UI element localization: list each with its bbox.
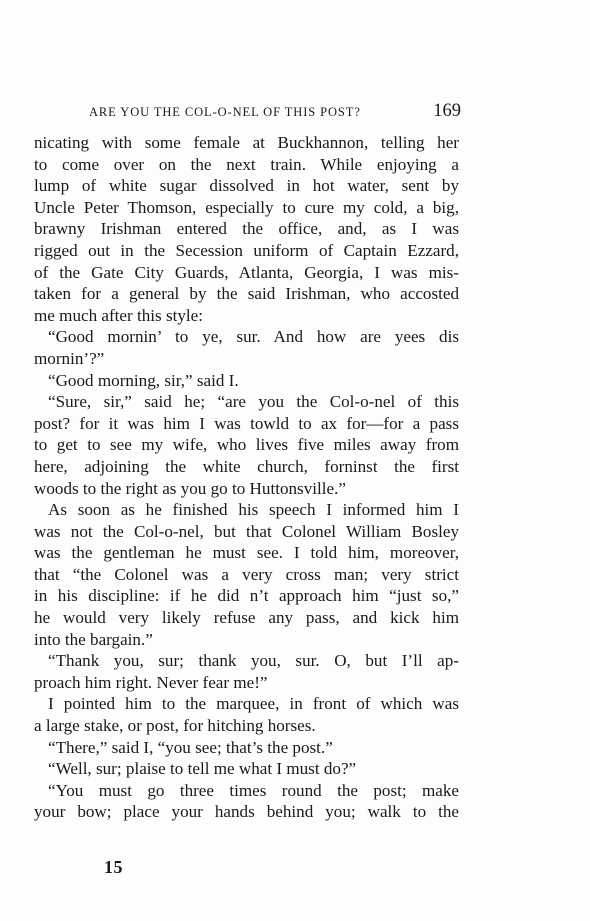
text-line: “Well, sur; plaise to tell me what I must do?” [48,759,357,779]
text-line: brawny Irishman entered the office, and, as I was [34,219,459,239]
page-header [89,101,461,125]
text-line: into the bargain.” [34,629,153,649]
text-line: in his discipline: if he did n’t approach him “just so,” [34,586,459,606]
text-line: As soon as he finished his speech I informed him I [48,500,459,520]
text-line: “There,” said I, “you see; that’s the post.” [48,737,333,757]
text-line: a large stake, or post, for hitching horses. [34,716,316,736]
text-line: he would very likely refuse any pass, and kick him [34,608,459,628]
text-line: “Good morning, sir,” said I. [48,370,239,390]
signature-mark: 15 [104,857,123,877]
text-line: to come over on the next train. While enjoying a [34,154,459,174]
text-line: of the Gate City Guards, Atlanta, Georgia, I was mis- [34,262,459,282]
text-line: proach him right. Never fear me!” [34,672,268,692]
text-line: taken for a general by the said Irishman, who accosted [34,284,459,304]
text-line: “Thank you, sur; thank you, sur. O, but I’ll ap- [48,651,459,671]
text-line: was not the Col-o-nel, but that Colonel William Bosley [34,521,459,541]
text-line: me much after this style: [34,305,203,325]
text-line: Uncle Peter Thomson, especially to cure my cold, a big, [34,197,459,217]
text-line: mornin’?” [34,348,105,368]
text-line: lump of white sugar dissolved in hot water, sent by [34,176,459,196]
text-line: to get to see my wife, who lives five miles away from [34,435,459,455]
text-line: that “the Colonel was a very cross man; very strict [34,564,459,584]
text-line: was the gentleman he must see. I told him, moreover, [34,543,459,563]
page-number: 169 [433,101,461,121]
text-line: your bow; place your hands behind you; walk to the [34,802,459,822]
text-line: I pointed him to the marquee, in front of which was [48,694,459,714]
text-line: rigged out in the Secession uniform of Captain Ezzard, [34,240,459,260]
running-head: ARE YOU THE COL-O-NEL OF THIS POST? [89,105,361,119]
text-line: here, adjoining the white church, forninst the first [34,456,459,476]
text-line: “Sure, sir,” said he; “are you the Col-o-nel of this [48,392,459,412]
text-line: post? for it was him I was towld to ax for—for a pass [34,413,459,433]
text-line: woods to the right as you go to Huttonsville.” [34,478,346,498]
text-line: “You must go three times round the post; make [48,780,459,800]
text-line: “Good mornin’ to ye, sur. And how are yees dis [48,327,459,347]
text-line: nicating with some female at Buckhannon, telling her [34,133,459,152]
body-text [34,132,459,823]
